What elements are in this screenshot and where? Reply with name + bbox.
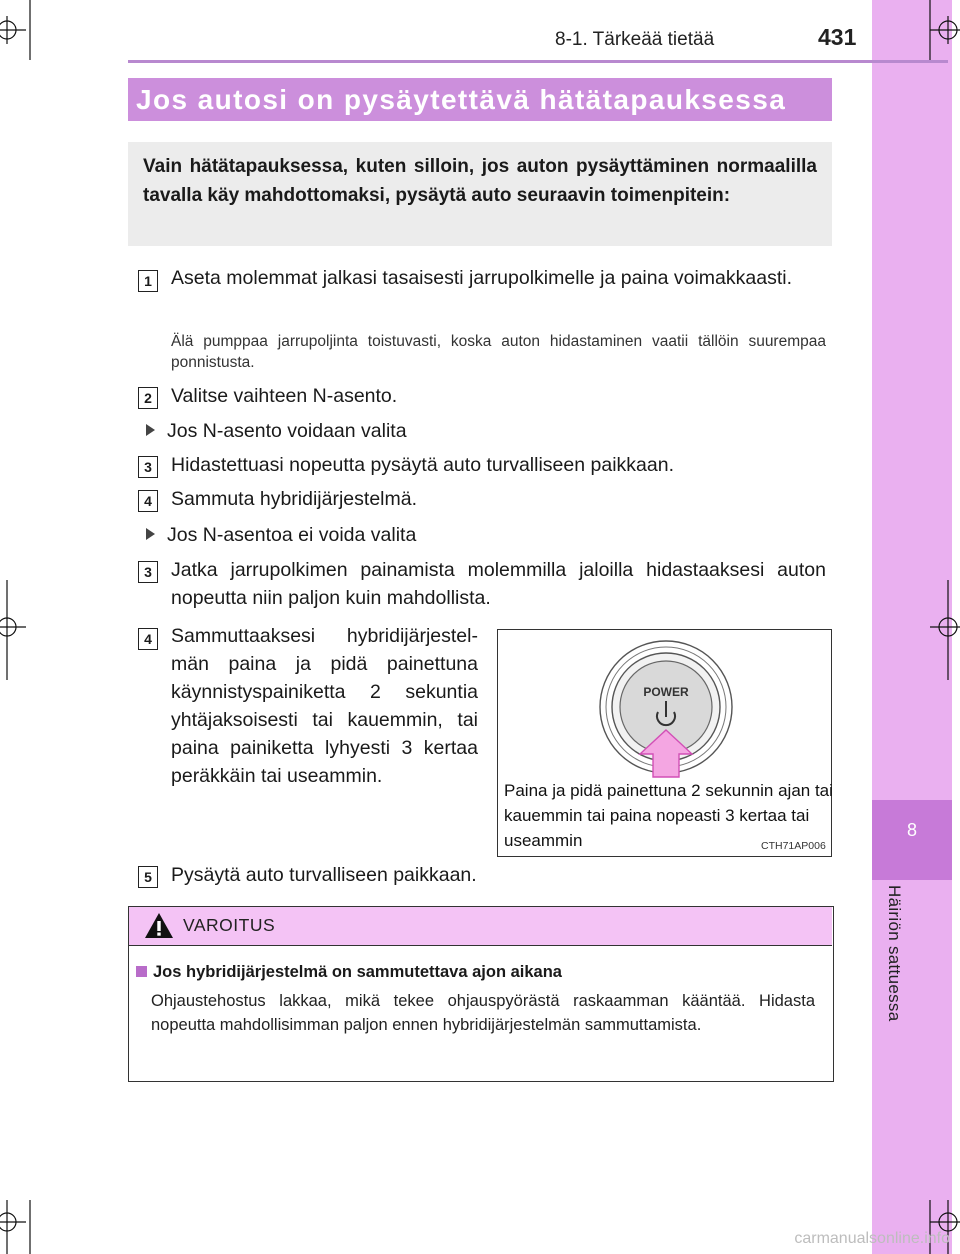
step-badge-1: 1 xyxy=(138,270,158,292)
step-badge-3: 3 xyxy=(138,456,158,478)
condition-1-text: Jos N-asento voidaan valita xyxy=(167,420,407,442)
figure-code: CTH71AP006 xyxy=(761,840,826,852)
page-title: Jos autosi on pysäytettävä hätätapauksessa xyxy=(136,84,787,115)
step-badge-5: 5 xyxy=(138,866,158,888)
step-badge-3b: 3 xyxy=(138,561,158,583)
step-1-text: Aseta molemmat jalkasi tasaisesti jarrupolkimelle ja paina voimakkaasti. xyxy=(171,267,793,289)
step-5-text: Pysäytä auto turvalliseen paikkaan. xyxy=(171,864,477,886)
warning-text: Ohjaustehostus lakkaa, mikä tekee ohjauspyörästä raskaamman kääntää. Hidasta nopeutta mahdollisimman paljon ennen hybridijärjestelmän sammuttamista. xyxy=(151,992,815,1034)
intro-text: Vain hätätapauksessa, kuten silloin, jos auton pysäyttäminen normaalilla tavalla käy mahdottomaksi, pysäytä auto seuraavin toimenpitein: xyxy=(143,156,817,206)
warning-heading-text: Jos hybridijärjestelmä on sammutettava ajon aikana xyxy=(153,963,562,981)
step-3b-text: Jatka jarrupolkimen painamista molemmilla jaloilla hidastaaksesi auton nopeutta niin paljon kuin mahdollista. xyxy=(171,559,826,609)
power-button-label: POWER xyxy=(643,685,689,699)
chapter-label: Häiriön sattuessa xyxy=(885,885,904,1022)
step-1-note: Älä pumppaa jarrupoljinta toistuvasti, koska auton hidastaminen vaatii tällöin suurempaa ponnistusta. xyxy=(171,333,826,371)
warning-label: VAROITUS xyxy=(183,915,276,935)
condition-2-text: Jos N-asentoa ei voida valita xyxy=(167,524,417,546)
step-badge-4: 4 xyxy=(138,490,158,512)
figure-caption: Paina ja pidä painettuna 2 sekunnin ajan tai kauemmin tai paina nopeasti 3 kertaa tai useammin xyxy=(504,781,833,850)
watermark: carmanualsonline.info xyxy=(794,1230,950,1247)
page-number: 431 xyxy=(818,24,857,50)
step-3-text: Hidastettuasi nopeutta pysäytä auto turvalliseen paikkaan. xyxy=(171,454,674,476)
step-4b-text: Sammuttaaksesi hybridijärjestelmän paina ja pidä painettuna käynnistyspainiketta 2 sekuntia yhtäjaksoisesti tai kauemmin, tai paina painiketta lyhyesti 3 kertaa peräkkäin tai useammin. xyxy=(171,625,478,787)
step-4-text: Sammuta hybridijärjestelmä. xyxy=(171,488,418,510)
chapter-number: 8 xyxy=(906,820,917,840)
step-badge-2: 2 xyxy=(138,387,158,409)
step-badge-4b: 4 xyxy=(138,628,158,650)
step-2-text: Valitse vaihteen N-asento. xyxy=(171,385,398,407)
section-label: 8-1. Tärkeää tietää xyxy=(555,29,715,50)
